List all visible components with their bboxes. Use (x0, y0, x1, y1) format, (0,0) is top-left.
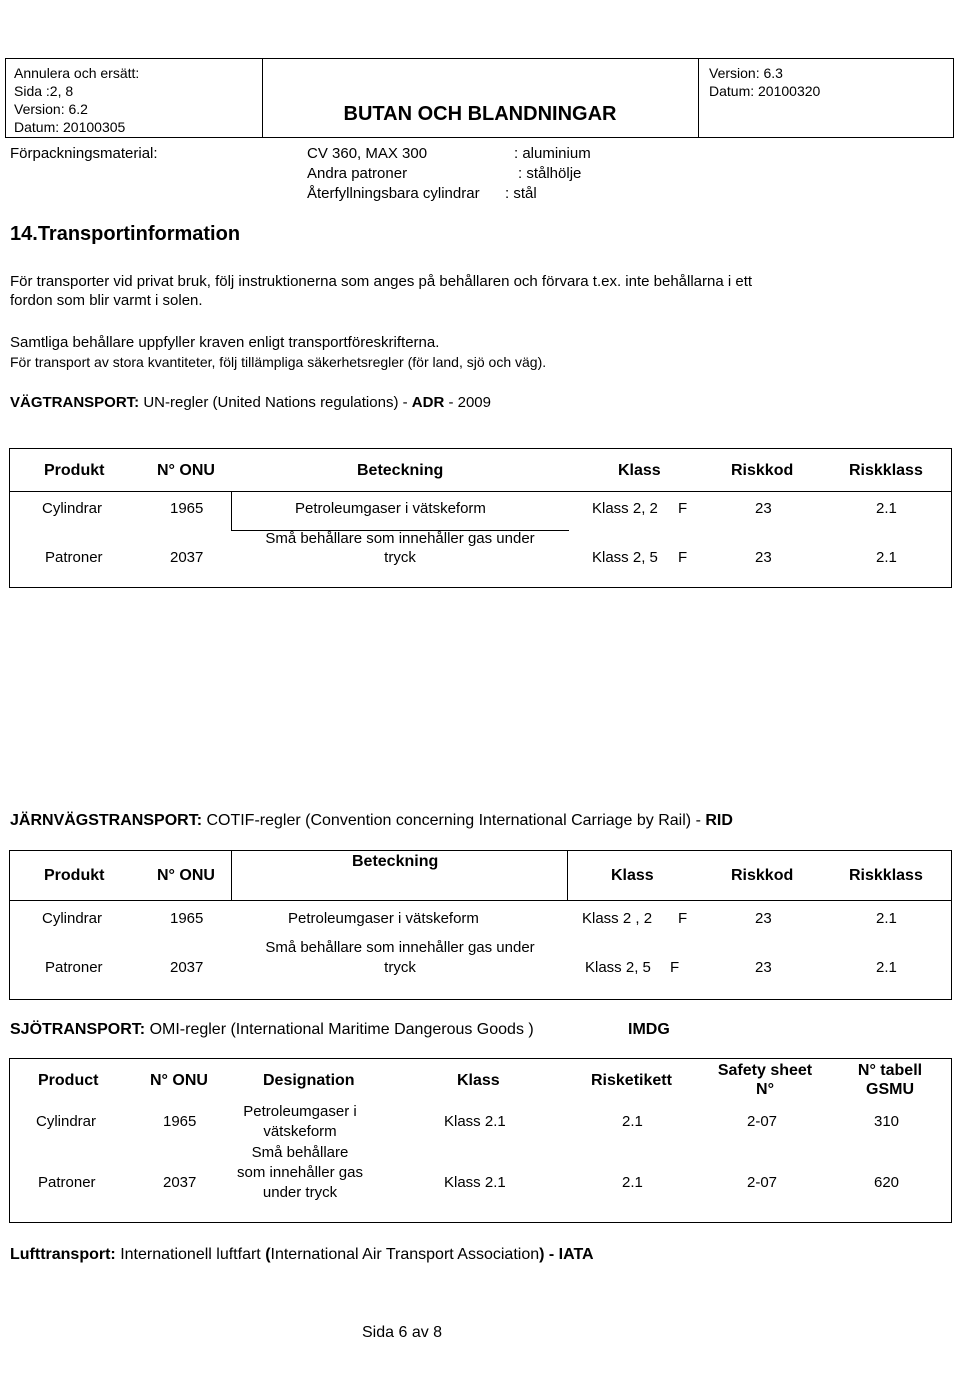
table-cell-riskkod: 23 (755, 549, 772, 566)
table-divider (9, 491, 952, 492)
packaging-item-name: CV 360, MAX 300 (307, 145, 428, 162)
intro-text: Samtliga behållare uppfyller kraven enligt transportföreskrifterna. (10, 334, 440, 351)
table-cell-risketikett: 2.1 (622, 1113, 643, 1130)
road-transport-heading (10, 393, 491, 413)
sea-transport-heading (10, 1020, 534, 1040)
section-number: 14. (10, 223, 38, 245)
packaging-item-name: Andra patroner (307, 165, 408, 182)
table-header-produkt: Produkt (44, 462, 105, 479)
table-header-beteckning: Beteckning (352, 853, 439, 870)
table-cell-tabell: 620 (874, 1174, 900, 1191)
table-header-riskklass: Riskklass (849, 867, 923, 884)
header-revision-line: Version: 6.2 (14, 101, 88, 117)
air-transport-heading (10, 1245, 594, 1265)
air-transport-label: Lufttransport: (10, 1246, 116, 1263)
sea-transport-text: OMI-regler (International Maritime Dangerous Goods ) (145, 1021, 534, 1038)
table-cell-product: Cylindrar (36, 1113, 97, 1130)
table-cell-riskklass: 2.1 (876, 910, 897, 927)
table-header-onu: N° ONU (157, 462, 215, 479)
table-header-tabell: N° tabell (857, 1062, 923, 1079)
table-cell-klass: Klass 2, 5 (585, 959, 651, 976)
intro-text: fordon som blir varmt i solen. (10, 292, 203, 309)
road-transport-text: UN-regler (United Nations regulations) - (139, 394, 412, 411)
table-cell-onu: 2037 (163, 1174, 197, 1191)
table-header-risketikett: Risketikett (591, 1072, 672, 1089)
table-cell-klass-f: F (678, 500, 688, 517)
table-header-produkt: Produkt (44, 867, 105, 884)
table-cell-beteckning: Petroleumgaser i vätskeform (288, 910, 479, 927)
table-cell-klass: Klass 2, 2 (592, 500, 658, 517)
packaging-label: Förpackningsmaterial: (10, 145, 158, 162)
air-transport-paren: ) (539, 1246, 545, 1263)
table-header-beteckning: Beteckning (357, 462, 444, 479)
rail-transport-heading (10, 811, 733, 831)
table-header-klass: Klass (618, 462, 661, 479)
table-cell-beteckning: Petroleumgaser i vätskeform (295, 500, 486, 517)
rail-transport-text: COTIF-regler (Convention concerning International Carriage by Rail) - (202, 812, 706, 829)
table-cell-onu: 1965 (163, 1113, 197, 1130)
header-revision-line: Annulera och ersätt: (14, 65, 140, 81)
table-cell-tabell: 310 (874, 1113, 900, 1130)
table-divider (9, 900, 952, 901)
table-cell-riskkod: 23 (755, 500, 772, 517)
header-version-line: Version: 6.3 (709, 65, 783, 81)
table-cell-designation: vätskeform (263, 1123, 337, 1140)
sea-transport-label: SJÖTRANSPORT: (10, 1021, 146, 1038)
table-cell-klass: Klass 2.1 (444, 1113, 506, 1130)
table-header-product: Product (38, 1072, 99, 1089)
intro-text: För transporter vid privat bruk, följ instruktionerna som anges på behållaren och förvara t.ex. inte behållarna i ett (10, 273, 753, 290)
table-cell-klass-f: F (678, 910, 688, 927)
table-cell-riskkod: 23 (755, 959, 772, 976)
air-transport-text: Internationell luftfart (115, 1246, 266, 1263)
table-cell-produkt: Patroner (45, 959, 103, 976)
table-cell-klass: Klass 2, 5 (592, 549, 658, 566)
road-transport-year: - 2009 (444, 394, 491, 411)
header-version-line: Datum: 20100320 (709, 83, 821, 99)
table-cell-klass: Klass 2 , 2 (582, 910, 653, 927)
table-header-onu: N° ONU (150, 1072, 208, 1089)
table-cell-riskkod: 23 (755, 910, 772, 927)
table-cell-produkt: Cylindrar (42, 910, 103, 927)
table-cell-safety-sheet: 2-07 (747, 1174, 778, 1191)
table-header-designation: Designation (263, 1072, 355, 1089)
table-cell-beteckning: tryck (384, 549, 416, 566)
header-revision-line: Sida :2, 8 (14, 83, 74, 99)
table-header-klass: Klass (457, 1072, 500, 1089)
table-cell-onu: 2037 (170, 549, 204, 566)
table-header-riskkod: Riskkod (731, 867, 794, 884)
header-version-info (709, 64, 820, 100)
table-cell-produkt: Cylindrar (42, 500, 103, 517)
header-divider (262, 58, 263, 138)
table-cell-riskklass: 2.1 (876, 549, 897, 566)
table-cell-risketikett: 2.1 (622, 1174, 643, 1191)
table-cell-beteckning: Små behållare som innehåller gas under (265, 530, 535, 547)
rail-transport-label: JÄRNVÄGSTRANSPORT: (10, 812, 203, 829)
sea-transport-imdg: IMDG (628, 1021, 670, 1038)
table-cell-riskklass: 2.1 (876, 959, 897, 976)
air-transport-iata: - IATA (544, 1246, 594, 1263)
table-divider (231, 850, 232, 900)
packaging-item-material: : stål (505, 185, 537, 202)
table-cell-produkt: Patroner (45, 549, 103, 566)
road-transport-label: VÄGTRANSPORT: (10, 394, 140, 411)
air-transport-paren: ( (265, 1246, 271, 1263)
document-title: BUTAN OCH BLANDNINGAR (343, 103, 617, 125)
intro-text: För transport av stora kvantiteter, följ tillämpliga säkerhetsregler (för land, sjö och väg). (10, 354, 547, 370)
section-heading (10, 223, 240, 246)
table-divider (231, 491, 232, 531)
header-divider (698, 58, 699, 138)
table-header-safety-sheet: Safety sheet (717, 1062, 813, 1079)
table-header-riskkod: Riskkod (731, 462, 794, 479)
table-header-tabell: GSMU (866, 1081, 914, 1098)
table-cell-beteckning: Små behållare som innehåller gas under (265, 939, 535, 956)
table-cell-klass-f: F (678, 549, 688, 566)
table-cell-onu: 2037 (170, 959, 204, 976)
table-header-onu: N° ONU (157, 867, 215, 884)
header-revision-info (14, 64, 139, 136)
packaging-item-name: Återfyllningsbara cylindrar (307, 185, 480, 202)
table-cell-onu: 1965 (170, 910, 204, 927)
table-cell-designation: Små behållare (251, 1144, 349, 1161)
table-cell-designation: som innehåller gas (237, 1164, 363, 1181)
header-revision-line: Datum: 20100305 (14, 119, 126, 135)
table-cell-beteckning: tryck (384, 959, 416, 976)
packaging-item-material: : stålhölje (518, 165, 582, 182)
page-number: Sida 6 av 8 (362, 1324, 443, 1341)
table-header-safety-sheet: N° (756, 1081, 774, 1098)
road-transport-adr: ADR (411, 394, 445, 411)
table-cell-designation: under tryck (262, 1184, 338, 1201)
table-header-riskklass: Riskklass (849, 462, 923, 479)
air-transport-text: International Air Transport Association (270, 1246, 540, 1263)
table-cell-product: Patroner (38, 1174, 96, 1191)
table-cell-safety-sheet: 2-07 (747, 1113, 778, 1130)
table-cell-designation: Petroleumgaser i (243, 1103, 357, 1120)
table-cell-onu: 1965 (170, 500, 204, 517)
table-cell-klass-f: F (670, 959, 680, 976)
table-cell-klass: Klass 2.1 (444, 1174, 506, 1191)
table-divider (567, 850, 568, 900)
rail-transport-rid: RID (705, 812, 733, 829)
table-cell-riskklass: 2.1 (876, 500, 897, 517)
packaging-item-material: : aluminium (514, 145, 591, 162)
section-title: Transportinformation (37, 223, 241, 245)
table-header-klass: Klass (611, 867, 654, 884)
